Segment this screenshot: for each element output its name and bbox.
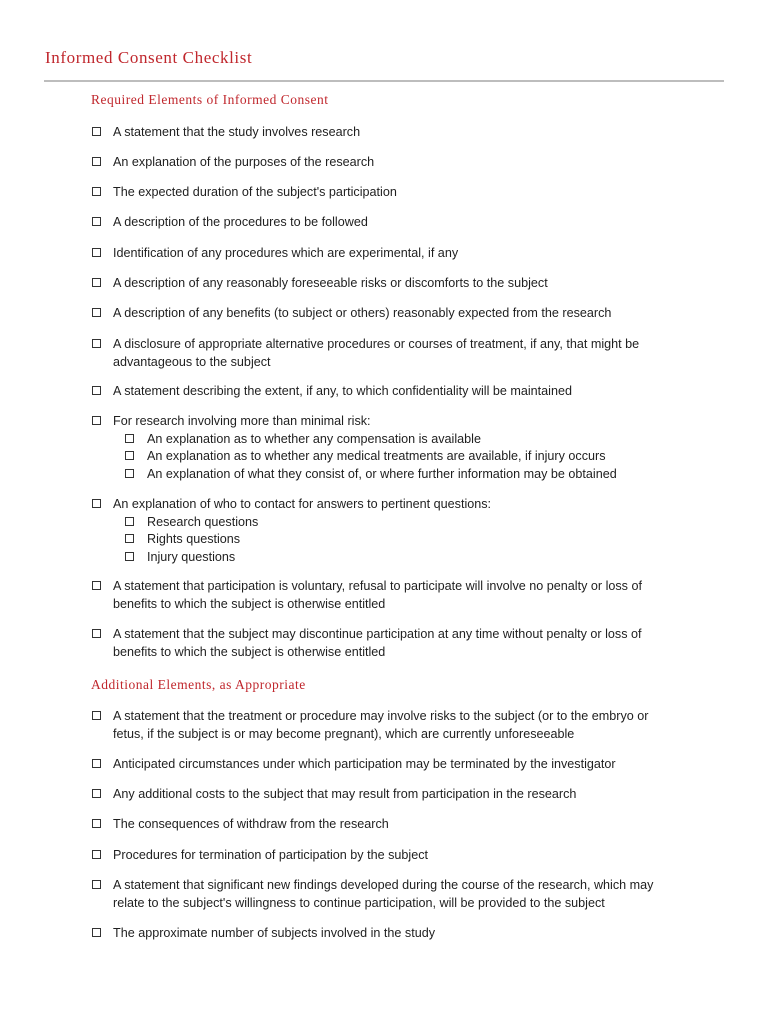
checkbox[interactable] <box>92 581 101 590</box>
item-label: A statement describing the extent, if any, to which confidentiality will be maintained <box>113 384 572 398</box>
sub-item <box>125 431 681 449</box>
sub-item-label: An explanation as to whether any compensation is available <box>147 431 481 446</box>
checklist-item <box>91 925 681 943</box>
sub-item <box>125 531 681 549</box>
additional-elements-heading: Additional Elements, as Appropriate <box>91 677 306 692</box>
item-label: The approximate number of subjects involved in the study <box>113 926 436 940</box>
sub-item-label: An explanation of what they consist of, or where further information may be obtained <box>147 466 617 481</box>
checkbox[interactable] <box>92 711 101 720</box>
sub-item <box>125 514 681 532</box>
checkbox[interactable] <box>92 789 101 798</box>
sub-item <box>125 549 681 567</box>
item-label: A description of the procedures to be followed <box>113 215 368 229</box>
checklist-item <box>91 786 681 804</box>
checklist-item <box>91 124 681 142</box>
item-label: A statement that the treatment or procedure may involve risks to the subject (or to the embryo or fetus, if the subject is or may become pregnant), which are currently unforeseeable <box>113 709 649 741</box>
checkbox[interactable] <box>92 759 101 768</box>
sub-item-label: An explanation as to whether any medical treatments are available, if injury occurs <box>147 449 606 463</box>
checkbox[interactable] <box>92 850 101 859</box>
sub-item <box>125 448 681 466</box>
checklist-item-minimal-risk <box>91 413 681 483</box>
checkbox[interactable] <box>92 248 101 257</box>
checkbox[interactable] <box>92 187 101 196</box>
checkbox[interactable] <box>92 127 101 136</box>
checklist-item <box>91 214 681 232</box>
checklist-item <box>91 383 681 401</box>
checkbox[interactable] <box>92 880 101 889</box>
required-elements-heading: Required Elements of Informed Consent <box>91 92 329 107</box>
checkbox[interactable] <box>92 819 101 828</box>
checklist-item <box>91 184 681 202</box>
checkbox[interactable] <box>92 629 101 638</box>
checkbox[interactable] <box>125 434 134 443</box>
sub-item-label: Injury questions <box>147 549 236 564</box>
checkbox[interactable] <box>125 469 134 478</box>
checklist-item <box>91 847 681 865</box>
item-label: Any additional costs to the subject that may result from participation in the research <box>113 787 577 801</box>
item-label: A description of any reasonably foreseeable risks or discomforts to the subject <box>113 276 548 290</box>
checklist-item <box>91 578 681 613</box>
item-label: A statement that the study involves research <box>113 125 361 139</box>
checkbox[interactable] <box>92 157 101 166</box>
checklist-item <box>91 626 681 661</box>
item-label: For research involving more than minimal risk: <box>113 414 371 428</box>
checklist-item-contact <box>91 496 681 566</box>
item-label: Procedures for termination of participation by the subject <box>113 848 429 862</box>
checklist-item <box>91 154 681 172</box>
checklist-item <box>91 877 681 912</box>
checklist-item <box>91 756 681 774</box>
checkbox[interactable] <box>92 499 101 508</box>
title-divider <box>44 80 724 82</box>
checklist-item <box>91 305 681 323</box>
checklist-item <box>91 336 681 371</box>
checkbox[interactable] <box>92 308 101 317</box>
page-title: Informed Consent Checklist <box>45 48 253 67</box>
item-label: A disclosure of appropriate alternative procedures or courses of treatment, if any, that might be advantageous to the subject <box>113 337 640 369</box>
sub-item <box>125 466 681 484</box>
checklist-item <box>91 816 681 834</box>
checkbox[interactable] <box>92 339 101 348</box>
checkbox[interactable] <box>125 552 134 561</box>
item-label: An explanation of who to contact for answers to pertinent questions: <box>113 497 492 511</box>
item-label: Anticipated circumstances under which participation may be terminated by the investigator <box>113 757 616 771</box>
checkbox[interactable] <box>92 416 101 425</box>
checkbox[interactable] <box>125 534 134 543</box>
item-label: A statement that participation is voluntary, refusal to participate will involve no penalty or loss of benefits to which the subject is otherwise entitled <box>113 579 642 611</box>
sub-item-label: Rights questions <box>147 532 241 546</box>
checkbox[interactable] <box>92 386 101 395</box>
item-label: Identification of any procedures which are experimental, if any <box>113 246 459 260</box>
item-label: The expected duration of the subject's participation <box>113 185 397 199</box>
checkbox[interactable] <box>125 451 134 460</box>
item-label: A description of any benefits (to subject or others) reasonably expected from the research <box>113 306 612 320</box>
checklist-item <box>91 708 681 743</box>
checklist-item <box>91 275 681 293</box>
checkbox[interactable] <box>125 517 134 526</box>
sub-item-label: Research questions <box>147 514 259 529</box>
checkbox[interactable] <box>92 217 101 226</box>
checkbox[interactable] <box>92 928 101 937</box>
item-label: The consequences of withdraw from the research <box>113 817 389 831</box>
checklist-item <box>91 245 681 263</box>
item-label: An explanation of the purposes of the research <box>113 155 375 169</box>
checkbox[interactable] <box>92 278 101 287</box>
item-label: A statement that the subject may discontinue participation at any time without penalty or loss of benefits to which the subject is otherwise entitled <box>113 627 642 659</box>
item-label: A statement that significant new findings developed during the course of the research, which may relate to the subject's willingness to continue participation, will be provided to the subject <box>113 878 654 910</box>
